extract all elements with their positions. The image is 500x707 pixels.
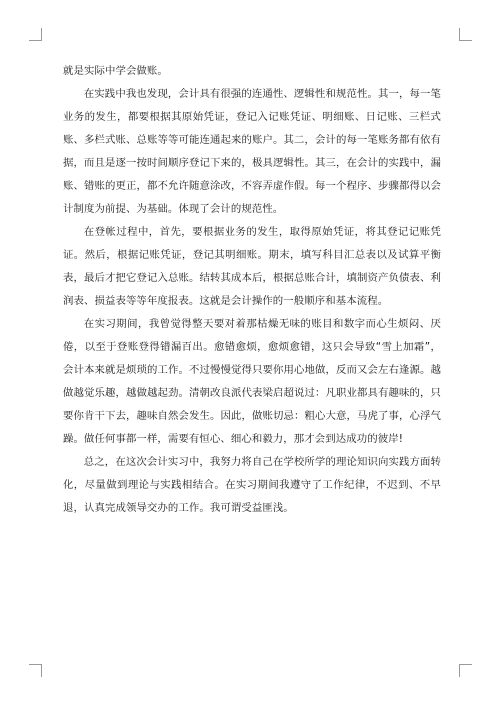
paragraph-conclusion: 总之，在这次会计实习中，我努力将自己在学校所学的理论知识向实践方面转化，尽量做到理论与实践相结合。在实习期间我遵守了工作纪律，不迟到、不早退，认真完成领导交办的工作。我可谓受益匪浅。 <box>63 456 441 514</box>
crop-mark-bottom-left <box>29 664 42 677</box>
paragraph-internship-reflection: 在实习期间，我曾觉得整天要对着那枯燥无味的账目和数字而心生烦闷、厌倦，以至于登账登得错漏百出。愈错愈烦，愈烦愈错，这只会导致“雪上加霜”，会计本来就是烦琐的工作。不过慢慢觉得只要你用心地做，反而又会左右逢源。越做越觉乐趣，越做越起劲。清朝改良派代表梁启超说过：凡职业都具有趣味的，只要你肯干下去，趣味自然会发生。因此，做账切忌：粗心大意，马虎了事，心浮气躁。做任何事都一样，需要有恒心、细心和毅力，那才会到达成功的彼岸! <box>63 318 441 445</box>
crop-mark-top-left <box>29 28 42 41</box>
document-body <box>63 60 441 520</box>
paragraph-bookkeeping-process: 在登帐过程中，首先，要根据业务的发生，取得原始凭证，将其登记记账凭证。然后，根据记账凭证，登记其明细账。期末，填写科目汇总表以及试算平衡表，最后才把它登记入总账。结转其成本后，根据总账合计，填制资产负债表、利润表、损益表等等年度报表。这就是会计操作的一般顺序和基本流程。 <box>63 226 441 307</box>
crop-mark-top-right <box>459 28 472 41</box>
paragraph-continuation: 就是实际中学会做账。 <box>63 65 168 77</box>
paragraph-accounting-characteristics: 在实践中我也发现，会计具有很强的连通性、逻辑性和规范性。其一，每一笔业务的发生，都要根据其原始凭证，登记入记账凭证、明细账、日记账、三栏式账、多栏式账、总账等等可能连通起来的账户。其二，会计的每一笔账务都有依有据，而且是逐一按时间顺序登记下来的，极具逻辑性。其三，在会计的实践中，漏账、错账的更正，都不允许随意涂改，不容弄虚作假。每一个程序、步骤都得以会计制度为前提、为基础。体现了会计的规范性。 <box>63 88 441 215</box>
crop-mark-bottom-right <box>459 664 472 677</box>
